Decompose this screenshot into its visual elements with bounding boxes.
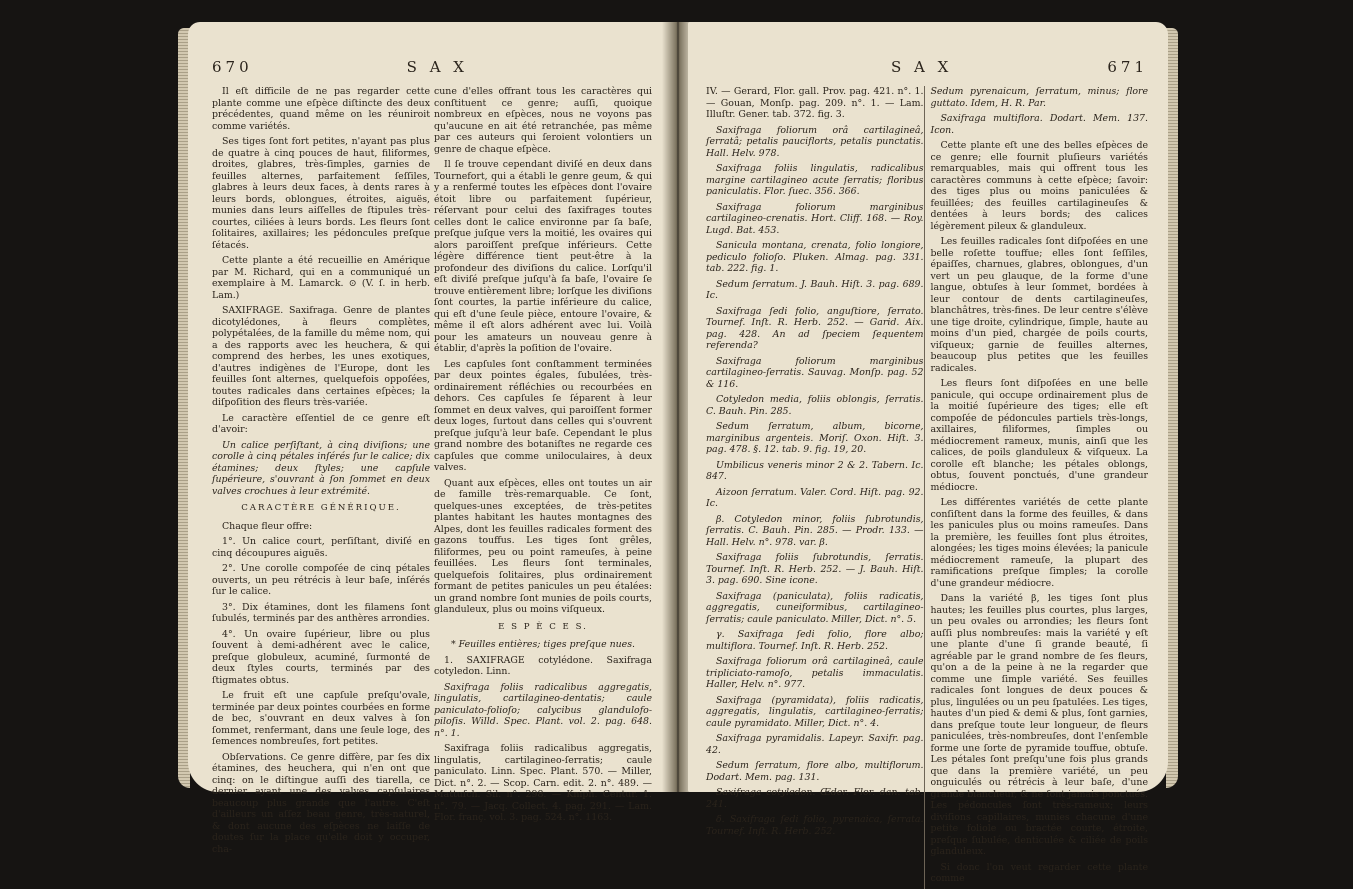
paragraph: Saxifraga foliorum marginibus cartilagineo-crenatis. Hort. Cliff. 168. — Roy. Lugd. Bat. 453. xyxy=(706,201,924,236)
page-number: 670 xyxy=(212,58,253,76)
paragraph: Dans la variété β, les tiges ſont plus hautes; les feuilles plus courtes, plus larges, un peu ovales ou arrondies; les fleurs ſont auſſi plus nombreuſes: mais la variété γ eſt une plante d'une ſi grande beauté, ſi agréable par le grand nombre de ſes fleurs, qu'on a de la peine à ne la regarder que comme une ſimple variété. Ses feuilles radicales ſont longues de deux pouces & plus, lingulées ou un peu ſpatulées. Les tiges, hautes d'un pied & demi & plus, ſont garnies, dans preſque toute leur longueur, de fleurs paniculées, très-nombreuſes, dont l'enſemble forme une ſorte de pyramide touffue, obtuſe. Les pétales ſont preſqu'une fois plus grands que dans la première variété, un peu onguiculés ou rétrécis à leur baſe, d'une grande blancheur, & ne ſont jamais ponctués. Les pédoncules ſont très-rameux; leurs diviſions capillaires, munies chacune d'une petite foliole ou bractée courte, étroite, preſque ſubulée, denticulée & ciliée de poils glanduleux. xyxy=(930,593,1148,857)
paragraph: Saxifraga foliorum orâ cartilagineâ, ſerratâ; petalis pauciflorts, petalis punctatis. Hall. Helv. 978. xyxy=(706,124,924,159)
paragraph: Saxifraga foliis ſubrotundis, ſerratis. Tournef. Inſt. R. Herb. 252. — J. Bauh. Hiſt. 3. pag. 690. Sine icone. xyxy=(706,552,924,586)
paragraph: Cette plante a été recueillie en Amérique par M. Richard, qui en a communiqué un exemplaire à M. Lamarck. ⊙ (V. ſ. in herb. Lam.) xyxy=(212,255,430,301)
paragraph: 4°. Un ovaire ſupérieur, libre ou plus ſouvent à demi-adhérent avec le calice, preſque globuleux, acuminé, ſurmonté de deux ſtyles courts, terminés par des ſtigmates obtus. xyxy=(212,628,430,686)
right-page-header xyxy=(706,58,1148,82)
paragraph: γ. Saxifraga ſedi folio, flore albo; multiflora. Tournef. Inſt. R. Herb. 252. xyxy=(706,629,924,652)
paragraph: Cotyledon media, foliis oblongis, ſerratis. C. Bauh. Pin. 285. xyxy=(706,394,924,417)
left-page-column-2 xyxy=(434,86,652,859)
right-page xyxy=(688,22,1168,884)
paragraph: Sedum ſerratum, album, bicorne, marginibus argenteis. Moriſ. Oxon. Hiſt. 3. pag. 478. §. 12. tab. 9. fig. 19, 20. xyxy=(706,421,924,455)
paragraph: Saxifraga foliis radicalibus aggregatis, lingulatis, cartilagineo-ſerratis; caule paniculato. Linn. Spec. Plant. 570. — Miller, Dict. n°. 2. — Scop. Carn. edit. 2. n°. 489. — Mattuſch. Sil. n°. 298. — Kniph. Centur. 1. n°. 79. — Jacq. Collect. 4. pag. 291. — Lam. Flor. franç. vol. 3. pag. 524. n°. 1163. xyxy=(434,743,652,823)
paragraph: Obſervations. Ce genre diffère, par ſes dix étamines, des heuchera, qui n'en ont que cinq: on le diſtingue auſſi des tiarella, ce dernier ayant une des valves capſulaires beaucoup plus grande que l'autre. C'eſt d'ailleurs un aſſez beau genre, très-naturel, & dont aucune des eſpèces ne laiſſe de doutes ſur la place qu'elle doit y occuper, cha- xyxy=(212,751,430,855)
paragraph: Sedum ſerratum, flore albo, multiflorum. Dodart. Mem. pag. 131. xyxy=(706,760,924,783)
paragraph: Saxifraga cotyledon. Œder. Flor. dan. tab. 241. xyxy=(706,787,924,810)
right-page-column-1 xyxy=(706,86,924,889)
paragraph: Le fruit eſt une capſule preſqu'ovale, terminée par deux pointes courbées en forme de bec, s'ouvrant en deux valves à ſon ſommet, renfermant, dans une ſeule loge, des ſemences nombreuſes, fort petites. xyxy=(212,690,430,747)
paragraph: Les fleurs ſont diſpoſées en une belle panicule, qui occupe ordinairement plus de la moitié ſupérieure des tiges; elle eſt compoſée de pédoncules partiels très-longs, axillaires, filiformes, ſimples ou médiocrement rameux, munis, ainſi que les calices, de poils glanduleux & viſqueux. La corolle eſt blanche; les pétales oblongs, obtus, ſouvent ponctués, d'une grandeur médiocre. xyxy=(930,378,1148,493)
running-head: S A X xyxy=(406,58,468,76)
paragraph: Le caractère eſſentiel de ce genre eſt d'avoir: xyxy=(212,412,430,435)
paragraph: Saxifraga foliis lingulatis, radicalibus margine cartilagineo acute ſerratis; floribus paniculatis. Flor. ſuec. 356. 366. xyxy=(706,163,924,197)
paragraph: Sedum pyrenaicum, ſerratum, minus; flore guttato. Idem, H. R. Par. xyxy=(930,86,1148,109)
paragraph: 3°. Dix étamines, dont les filamens ſont ſubulés, terminés par des anthères arrondies. xyxy=(212,601,430,624)
left-page-column-1 xyxy=(212,86,430,859)
paragraph: 1°. Un calice court, perſiſtant, diviſé en cinq découpures aiguës. xyxy=(212,536,430,559)
paragraph: Un calice perſiſtant, à cinq diviſions; une corolle à cinq pétales inſérés ſur le calice; dix étamines; deux ſtyles; une capſule ſupérieure, s'ouvrant à ſon ſommet en deux valves crochues à leur extrémité. xyxy=(212,439,430,497)
page-number: 671 xyxy=(1107,58,1148,76)
left-page xyxy=(188,22,668,855)
paragraph: Saxifraga (paniculata), foliis radicatis, aggregatis, cuneiformibus, cartilagineo-ſerratis; caule paniculato. Miller, Dict. n°. 5. xyxy=(706,590,924,625)
paragraph: Umbilicus veneris minor 2 & 2. Tabern. Ic. 847. xyxy=(706,459,924,482)
running-head: S A X xyxy=(891,58,953,76)
paragraph: Chaque fleur offre: xyxy=(222,520,313,532)
paragraph: Quant aux eſpèces, elles ont toutes un air de famille très-remarquable. Ce ſont, quelques-unes exceptées, de très-petites plantes habitant les hautes montagnes des Alpes, dont les feuilles radicales forment des gazons touffus. Les tiges ſont grêles, filiformes, peu ou point rameuſes, à peine feuillées. Les fleurs ſont terminales, quelquefois ſolitaires, plus ordinairement formant de petites panicules un peu étalées: un grand nombre ſont munies de poils courts, glanduleux, plus ou moins viſqueux. xyxy=(434,477,652,615)
section-heading: CARACTÈRE GÉNÉRIQUE. xyxy=(241,503,401,513)
paragraph: Saxifraga ſedi folio, anguſtiore, ſerrato. Tournef. Inſt. R. Herb. 252. — Garid. Aix. pag. 428. An ad ſpeciem ſequentem referenda? xyxy=(706,305,924,351)
paragraph: Si donc l'on veut regarder cette plante comme xyxy=(930,861,1148,884)
paragraph: 2°. Une corolle compoſée de cinq pétales ouverts, un peu rétrécis à leur baſe, inſérés ſur le calice. xyxy=(212,563,430,597)
paragraph: Ses tiges ſont fort petites, n'ayant pas plus de quatre à cinq pouces de haut, filiformes, droites, glabres, très-ſimples, garnies de feuilles alternes, parfaitement ſeſſiles, glabres à leurs deux faces, à dents rares à leurs bords, oblongues, étroites, aiguës, munies dans leurs aiſſelles de ſtipules très-courtes, ciliées à leurs bords. Les fleurs ſont ſolitaires, axillaires; les pédoncules preſque ſétacés. xyxy=(212,136,430,251)
paragraph: Les feuilles radicales ſont diſpoſées en une belle roſette touffue; elles ſont ſeſſiles, épaiſſes, charnues, glabres, oblongues, d'un vert un peu glauque, de la forme d'une langue, obtuſes à leur ſommet, bordées à leur contour de dents cartilagineuſes, blanchâtres, très-fines. De leur centre s'élève une tige droite, cylindrique, ſimple, haute au moins d'un pied, chargée de poils courts, viſqueux; garnie de feuilles alternes, beaucoup plus petites que les feuilles radicales. xyxy=(930,236,1148,374)
left-page-header xyxy=(212,58,652,82)
subheading: * Feuilles entières; tiges preſque nues. xyxy=(450,639,636,650)
paragraph: Sanicula montana, crenata, folio longiore, pediculo folioſo. Pluken. Almag. pag. 331. tab. 222. fig. 1. xyxy=(706,240,924,274)
paragraph: Saxifraga (pyramidata), foliis radicatis, aggregatis, lingulatis, cartilagineo-ſerratis; caule pyramidato. Miller, Dict. n°. 4. xyxy=(706,694,924,729)
paragraph: Saxifraga pyramidalis. Lapeyr. Saxifr. pag. 42. xyxy=(706,733,924,756)
paragraph: δ. Saxifraga ſedi folio, pyrenaica, ſerrata. Tournef. Inſt. R. Herb. 252. xyxy=(706,814,924,837)
section-heading: E S P È C E S. xyxy=(498,621,588,632)
paragraph: Saxifraga multiflora. Dodart. Mem. 137. Icon. xyxy=(930,113,1148,136)
paragraph: Il ſe trouve cependant diviſé en deux dans Tournefort, qui a établi le genre geum, & qui y a renfermé toutes les eſpèces dont l'ovaire étoit libre ou parfaitement ſupérieur, réſervant pour celui des ſaxifrages toutes celles dont le calice environne par ſa baſe, preſque juſque vers la moitié, les ovaires qui alors paroiſſent preſque inférieurs. Cette légère différence tient peut-être à la profondeur des diviſions du calice. Lorſqu'il eſt diviſé preſque juſqu'à ſa baſe, l'ovaire ſe trouve entièrement libre; lorſque les diviſions ſont courtes, la partie inférieure du calice, qui eſt d'une ſeule pièce, entoure l'ovaire, & même il eſt alors adhérent avec lui. Voilà pour les amateurs un nouveau genre à établir, d'après la poſition de l'ovaire. xyxy=(434,159,652,354)
paragraph: 1. SAXIFRAGE cotylédone. Saxifraga cotyledon. Linn. xyxy=(434,654,652,677)
paragraph: Les capſules ſont conſtamment terminées par deux pointes égales, ſubulées, très-ordinairement réfléchies ou recourbées en dehors. Ces capſules ſe ſéparent à leur ſommet en deux valves, qui paroiſſent former deux loges, ſurtout dans celles qui s'ouvrent preſque juſqu'à leur baſe. Cependant le plus grand nombre des botaniſtes ne regarde ces capſules que comme uniloculaires, à deux valves. xyxy=(434,358,652,473)
paragraph: Saxifraga foliorum marginibus cartilagineo-ſerratis. Sauvag. Monſp. pag. 52 & 116. xyxy=(706,355,924,390)
paragraph: IV. — Gerard, Flor. gall. Prov. pag. 421. n°. 1. — Gouan, Monſp. pag. 209. n°. 1. — Lam. Illuſtr. Gener. tab. 372. fig. 3. xyxy=(706,86,924,120)
paragraph: Il eſt difficile de ne pas regarder cette plante comme une eſpèce diſtincte des deux précédentes, quand même on les réuniroit comme variétés. xyxy=(212,86,430,132)
paragraph: Cette plante eſt une des belles eſpèces de ce genre; elle fournit pluſieurs variétés remarquables, mais qui offrent tous les caractères communs à cette eſpèce; ſavoir: des tiges plus ou moins paniculées & feuillées; des feuilles cartilagineuſes & dentées à leurs bords; des calices légèrement pileux & glanduleux. xyxy=(930,140,1148,232)
paragraph: cune d'elles offrant tous les caractères qui conſtituent ce genre; auſſi, quoique nombreux en eſpèces, nous ne voyons pas qu'aucune en ait été retranchée, pas même par ces auteurs qui ſeroient volontiers un genre de chaque eſpèce. xyxy=(434,86,652,155)
paragraph: Saxifraga foliis radicalibus aggregatis, lingulatis, cartilagineo-dentatis; caule paniculato-folioſo; calycibus glandulofo-piloſis. Willd. Spec. Plant. vol. 2. pag. 648. n°. 1. xyxy=(434,681,652,739)
paragraph: β. Cotyledon minor, foliis ſubrotundis, ſerratis. C. Bauh. Pin. 285. — Prodr. 133. — Hall. Helv. n°. 978. var. β. xyxy=(706,513,924,548)
paragraph: Saxifraga foliorum orâ cartilagineâ, caule tripliciato-ramoſo, petalis immaculatis. Haller, Helv. n°. 977. xyxy=(706,656,924,690)
paragraph: SAXIFRAGE. Saxifraga. Genre de plantes dicotylédones, à fleurs complètes, polypétalées, de la famille du même nom, qui a des rapports avec les heuchera, & qui comprend des herbes, les unes exotiques, d'autres indigènes de l'Europe, dont les feuilles ſont alternes, quelquefois oppoſées, toutes radicales dans certaines eſpèces; la diſpoſition des fleurs très-variée. xyxy=(212,305,430,408)
paragraph: Sedum ſerratum. J. Bauh. Hiſt. 3. pag. 689. Ic. xyxy=(706,278,924,301)
paragraph: Aizoon ſerratum. Valer. Cord. Hiſt. pag. 92. Ic. xyxy=(706,486,924,509)
paragraph: Les différentes variétés de cette plante conſiſtent dans la forme des feuilles, & dans les panicules plus ou moins rameuſes. Dans la première, les feuilles ſont plus étroites, alongées; les tiges moins élevées; la panicule médiocrement rameuſe, la plupart des ramifications preſque ſimples; la corolle d'une grandeur médiocre. xyxy=(930,497,1148,589)
right-page-column-2 xyxy=(924,86,1149,889)
